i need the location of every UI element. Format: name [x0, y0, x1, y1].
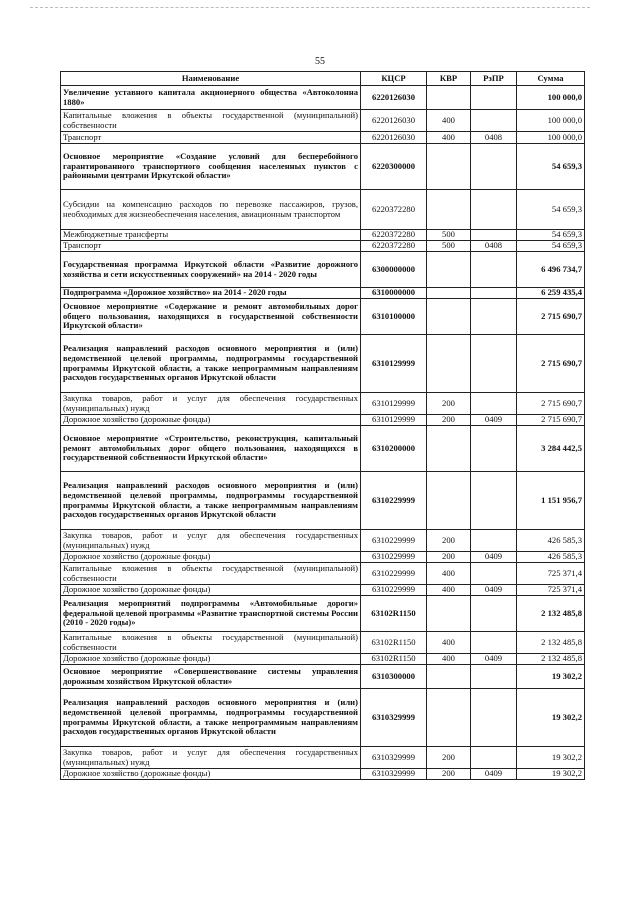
table-row — [61, 552, 585, 563]
kvr-cell — [427, 689, 471, 747]
sum-cell: 2 132 485,8 — [517, 632, 585, 654]
name-cell: Межбюджетные трансферты — [61, 230, 361, 241]
header-kvr: КВР — [427, 72, 471, 86]
table-row — [61, 144, 585, 190]
rzpr-cell: 0408 — [471, 132, 517, 144]
table-row — [61, 288, 585, 299]
rzpr-cell — [471, 665, 517, 689]
sum-cell: 2 715 690,7 — [517, 415, 585, 426]
kvr-cell — [427, 144, 471, 190]
kvr-cell — [427, 472, 471, 530]
kvr-cell — [427, 596, 471, 632]
name-cell: Дорожное хозяйство (дорожные фонды) — [61, 654, 361, 665]
kvr-cell — [427, 335, 471, 393]
table-row — [61, 530, 585, 552]
name-cell: Закупка товаров, работ и услуг для обеспечения государственных (муниципальных) нужд — [61, 530, 361, 552]
sum-cell: 3 284 442,5 — [517, 426, 585, 472]
header-kcsr: КЦСР — [361, 72, 427, 86]
kvr-cell — [427, 252, 471, 288]
sum-cell: 426 585,3 — [517, 530, 585, 552]
rzpr-cell — [471, 299, 517, 335]
name-cell: Реализация направлений расходов основного мероприятия и (или) ведомственной целевой программы, подпрограммы государственной программы Иркутской области, а также непрограммным направлениям расходов государственных органов Иркутской области — [61, 335, 361, 393]
kcsr-cell: 6220126030 — [361, 132, 427, 144]
kcsr-cell: 6310229999 — [361, 563, 427, 585]
rzpr-cell — [471, 110, 517, 132]
table-row — [61, 689, 585, 747]
sum-cell: 19 302,2 — [517, 747, 585, 769]
sum-cell: 54 659,3 — [517, 241, 585, 252]
rzpr-cell — [471, 563, 517, 585]
kvr-cell: 200 — [427, 747, 471, 769]
name-cell: Дорожное хозяйство (дорожные фонды) — [61, 415, 361, 426]
rzpr-cell: 0409 — [471, 415, 517, 426]
sum-cell: 6 259 435,4 — [517, 288, 585, 299]
rzpr-cell — [471, 530, 517, 552]
kcsr-cell: 6310229999 — [361, 552, 427, 563]
table-row — [61, 393, 585, 415]
table-row — [61, 632, 585, 654]
rzpr-cell — [471, 86, 517, 110]
table-row — [61, 769, 585, 780]
name-cell: Реализация направлений расходов основного мероприятия и (или) ведомственной целевой программы, подпрограммы государственной программы Иркутской области, а также непрограммным направлениям расходов государственных органов Иркутской области — [61, 472, 361, 530]
table-row — [61, 241, 585, 252]
sum-cell: 2 715 690,7 — [517, 335, 585, 393]
table-row — [61, 426, 585, 472]
kvr-cell: 200 — [427, 415, 471, 426]
kcsr-cell: 6220372280 — [361, 241, 427, 252]
kvr-cell: 500 — [427, 241, 471, 252]
kvr-cell: 400 — [427, 654, 471, 665]
kcsr-cell: 6310229999 — [361, 472, 427, 530]
name-cell: Транспорт — [61, 241, 361, 252]
kvr-cell — [427, 426, 471, 472]
name-cell: Капитальные вложения в объекты государственной (муниципальной) собственности — [61, 110, 361, 132]
kcsr-cell: 6310229999 — [361, 530, 427, 552]
name-cell: Государственная программа Иркутской области «Развитие дорожного хозяйства и сети искусственных сооружений» на 2014 - 2020 годы — [61, 252, 361, 288]
table-row — [61, 299, 585, 335]
rzpr-cell — [471, 190, 517, 230]
rzpr-cell — [471, 596, 517, 632]
kcsr-cell: 6220372280 — [361, 230, 427, 241]
sum-cell: 54 659,3 — [517, 144, 585, 190]
rzpr-cell — [471, 230, 517, 241]
sum-cell: 725 371,4 — [517, 585, 585, 596]
sum-cell: 2 132 485,8 — [517, 654, 585, 665]
kvr-cell: 400 — [427, 132, 471, 144]
kvr-cell: 400 — [427, 585, 471, 596]
kcsr-cell: 6310329999 — [361, 747, 427, 769]
sum-cell: 2 715 690,7 — [517, 393, 585, 415]
sum-cell: 54 659,3 — [517, 190, 585, 230]
table-row — [61, 190, 585, 230]
sum-cell: 725 371,4 — [517, 563, 585, 585]
rzpr-cell — [471, 747, 517, 769]
kcsr-cell: 6310129999 — [361, 393, 427, 415]
name-cell: Закупка товаров, работ и услуг для обеспечения государственных (муниципальных) нужд — [61, 747, 361, 769]
name-cell: Основное мероприятие «Содержание и ремонт автомобильных дорог общего пользования, находящихся в государственной собственности Иркутской области» — [61, 299, 361, 335]
table-row — [61, 665, 585, 689]
header-name: Наименование — [61, 72, 361, 86]
sum-cell: 100 000,0 — [517, 110, 585, 132]
kcsr-cell: 6220300000 — [361, 144, 427, 190]
rzpr-cell: 0409 — [471, 769, 517, 780]
kvr-cell — [427, 190, 471, 230]
rzpr-cell — [471, 632, 517, 654]
kcsr-cell: 6310100000 — [361, 299, 427, 335]
rzpr-cell — [471, 252, 517, 288]
kcsr-cell: 63102R1150 — [361, 596, 427, 632]
table-body — [61, 86, 585, 780]
rzpr-cell — [471, 689, 517, 747]
table-row — [61, 86, 585, 110]
table-row — [61, 230, 585, 241]
name-cell: Дорожное хозяйство (дорожные фонды) — [61, 585, 361, 596]
sum-cell: 2 715 690,7 — [517, 299, 585, 335]
kcsr-cell: 6310329999 — [361, 689, 427, 747]
table-row — [61, 110, 585, 132]
name-cell: Реализация мероприятий подпрограммы «Автомобильные дороги» федеральной целевой программы «Развитие транспортной системы России (2010 - 2020 годы)» — [61, 596, 361, 632]
kcsr-cell: 6220126030 — [361, 86, 427, 110]
header-sum: Сумма — [517, 72, 585, 86]
name-cell: Капитальные вложения в объекты государственной (муниципальной) собственности — [61, 632, 361, 654]
kvr-cell: 400 — [427, 110, 471, 132]
rzpr-cell: 0409 — [471, 585, 517, 596]
kvr-cell: 200 — [427, 530, 471, 552]
rzpr-cell: 0409 — [471, 552, 517, 563]
table-row — [61, 596, 585, 632]
kcsr-cell: 6310300000 — [361, 665, 427, 689]
table-row — [61, 252, 585, 288]
kvr-cell: 400 — [427, 563, 471, 585]
sum-cell: 1 151 956,7 — [517, 472, 585, 530]
kcsr-cell: 63102R1150 — [361, 632, 427, 654]
name-cell: Капитальные вложения в объекты государственной (муниципальной) собственности — [61, 563, 361, 585]
name-cell: Подпрограмма «Дорожное хозяйство» на 2014 - 2020 годы — [61, 288, 361, 299]
name-cell: Увеличение уставного капитала акционерного общества «Автоколонна 1880» — [61, 86, 361, 110]
name-cell: Дорожное хозяйство (дорожные фонды) — [61, 552, 361, 563]
table-row — [61, 132, 585, 144]
page-number: 55 — [315, 56, 325, 67]
scan-edge-line — [30, 7, 590, 9]
kvr-cell — [427, 665, 471, 689]
kcsr-cell: 6310229999 — [361, 585, 427, 596]
header-rzpr: РзПР — [471, 72, 517, 86]
rzpr-cell — [471, 426, 517, 472]
sum-cell: 100 000,0 — [517, 132, 585, 144]
kvr-cell: 500 — [427, 230, 471, 241]
name-cell: Реализация направлений расходов основного мероприятия и (или) ведомственной целевой программы, подпрограммы государственной программы Иркутской области, а также непрограммным направлениям расходов государственных органов Иркутской области — [61, 689, 361, 747]
name-cell: Дорожное хозяйство (дорожные фонды) — [61, 769, 361, 780]
name-cell: Закупка товаров, работ и услуг для обеспечения государственных (муниципальных) нужд — [61, 393, 361, 415]
kvr-cell: 200 — [427, 769, 471, 780]
sum-cell: 19 302,2 — [517, 769, 585, 780]
name-cell: Основное мероприятие «Строительство, реконструкция, капитальный ремонт автомобильных дорог общего пользования, находящихся в государственной собственности Иркутской области» — [61, 426, 361, 472]
sum-cell: 6 496 734,7 — [517, 252, 585, 288]
sum-cell: 426 585,3 — [517, 552, 585, 563]
table-row — [61, 654, 585, 665]
kvr-cell: 200 — [427, 552, 471, 563]
rzpr-cell: 0408 — [471, 241, 517, 252]
table-row — [61, 335, 585, 393]
kcsr-cell: 6220372280 — [361, 190, 427, 230]
name-cell: Основное мероприятие «Совершенствование системы управления дорожным хозяйством Иркутской области» — [61, 665, 361, 689]
sum-cell: 19 302,2 — [517, 689, 585, 747]
rzpr-cell — [471, 144, 517, 190]
kvr-cell: 400 — [427, 632, 471, 654]
kvr-cell: 200 — [427, 393, 471, 415]
sum-cell: 2 132 485,8 — [517, 596, 585, 632]
kcsr-cell: 6310129999 — [361, 335, 427, 393]
table-row — [61, 563, 585, 585]
kcsr-cell: 6310000000 — [361, 288, 427, 299]
name-cell: Основное мероприятие «Создание условий для бесперебойного гарантированного транспортного сообщения населенных пунктов с районными центрами Иркутской области» — [61, 144, 361, 190]
kcsr-cell: 6220126030 — [361, 110, 427, 132]
rzpr-cell — [471, 472, 517, 530]
budget-table — [60, 71, 585, 780]
kcsr-cell: 63102R1150 — [361, 654, 427, 665]
kcsr-cell: 6310200000 — [361, 426, 427, 472]
name-cell: Субсидии на компенсацию расходов по перевозке пассажиров, грузов, необходимых для жизнеобеспечения населения, авиационным транспортом — [61, 190, 361, 230]
sum-cell: 100 000,0 — [517, 86, 585, 110]
table-row — [61, 585, 585, 596]
rzpr-cell — [471, 335, 517, 393]
table-row — [61, 747, 585, 769]
sum-cell: 19 302,2 — [517, 665, 585, 689]
rzpr-cell — [471, 288, 517, 299]
kvr-cell — [427, 86, 471, 110]
table-row — [61, 472, 585, 530]
name-cell: Транспорт — [61, 132, 361, 144]
table-row — [61, 415, 585, 426]
sum-cell: 54 659,3 — [517, 230, 585, 241]
rzpr-cell — [471, 393, 517, 415]
kcsr-cell: 6310329999 — [361, 769, 427, 780]
kvr-cell — [427, 288, 471, 299]
table-header-row — [61, 72, 585, 86]
rzpr-cell: 0409 — [471, 654, 517, 665]
kcsr-cell: 6300000000 — [361, 252, 427, 288]
kvr-cell — [427, 299, 471, 335]
kcsr-cell: 6310129999 — [361, 415, 427, 426]
